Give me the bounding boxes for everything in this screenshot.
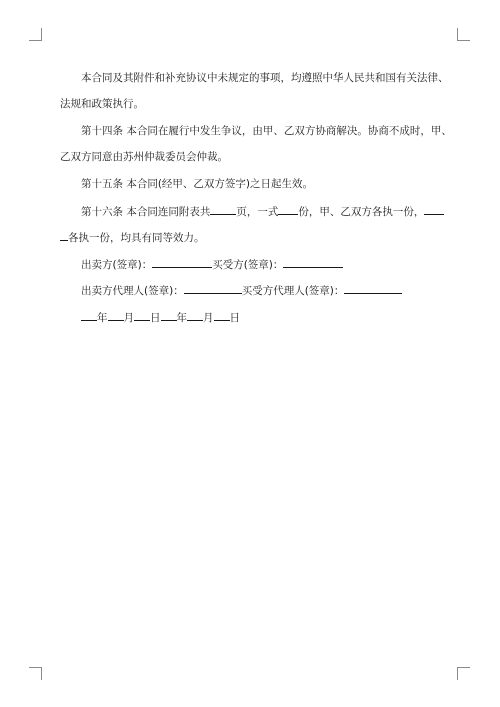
month-label-1: 月 [123,312,134,324]
seller-sign-label: 出卖方(签章)： [81,259,153,271]
article-16-text-d: 各执一份，均具有同等效力。 [68,232,205,244]
year-label-2: 年 [176,312,187,324]
year-blank-2 [161,309,177,321]
pages-blank [210,203,236,215]
article-14-line-1: 第十四条 本合同在履行中发生争议，由甲、乙双方协商解决。协商不成时，甲、 [81,125,452,137]
buyer-agent-blank [344,282,402,294]
day-label-2: 日 [229,312,240,324]
buyer-agent-label: 买受方代理人(签章)： [241,285,345,297]
month-blank-1 [108,309,124,321]
signature-line-agents [81,282,402,298]
year-blank-1 [81,309,97,321]
article-16-text-c: 份，甲、乙双方各执一份， [298,206,425,218]
crop-mark-top-left [29,28,42,41]
crop-mark-bottom-right [457,667,470,680]
article-14-line-2: 乙双方同意由苏州仲裁委员会仲裁。 [60,151,228,163]
seller-agent-label: 出卖方代理人(签章)： [81,285,184,297]
buyer-sign-label: 买受方(签章)： [212,259,284,271]
month-blank-2 [187,309,203,321]
day-blank-1 [134,309,150,321]
month-label-2: 月 [203,312,214,324]
paragraph-1-line-2: 法规和政策执行。 [60,98,144,110]
year-label-1: 年 [97,312,108,324]
copies-blank [278,203,298,215]
paragraph-1-line-1: 本合同及其附件和补充协议中未规定的事项，均遵照中华人民共和国有关法律、 [81,72,449,84]
article-16-text-b: 页，一式 [236,206,279,218]
party-blank-cont [60,229,68,241]
day-blank-2 [214,309,230,321]
seller-agent-blank [184,282,242,294]
day-label-1: 日 [150,312,161,324]
article-16-line-1 [81,203,444,219]
seller-sign-blank [152,256,212,268]
signature-line-parties [81,256,343,272]
crop-mark-top-right [457,28,470,41]
article-15: 第十五条 本合同(经甲、乙双方签字)之日起生效。 [81,178,314,190]
buyer-sign-blank [283,256,343,268]
party-blank [424,203,444,215]
date-line [81,309,240,325]
article-16-text-a: 第十六条 本合同连同附表共 [81,206,211,218]
crop-mark-bottom-left [29,667,42,680]
article-16-line-2 [60,229,205,245]
